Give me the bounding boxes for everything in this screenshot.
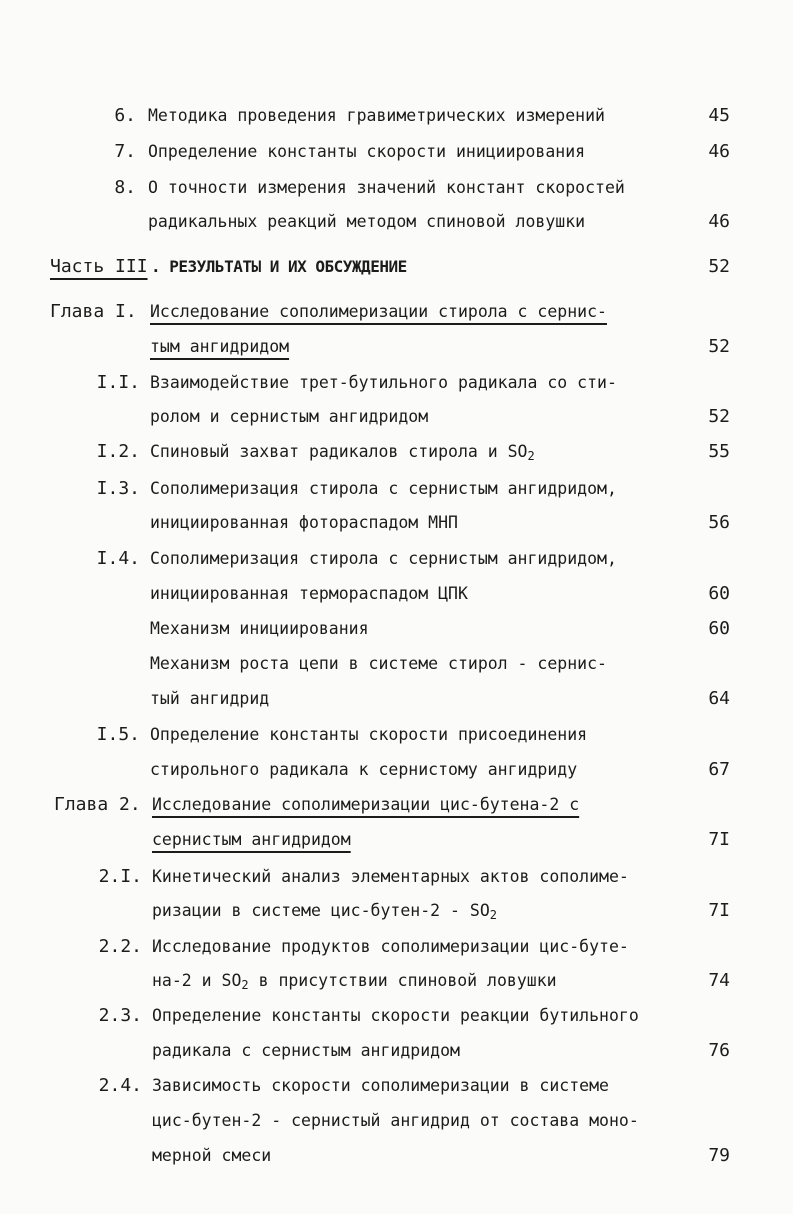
chapter-label: Глава 2. (54, 794, 141, 815)
page-number: 76 (708, 1040, 730, 1061)
section-title-line2: стирольного радикала к сернистому ангидриду (150, 760, 578, 779)
subsection-title-line1: Механизм роста цепи в системе стирол - сернис- (150, 654, 607, 673)
subscript: 2 (527, 449, 535, 463)
entry-title-line2: радикальных реакций методом спиновой ловушки (148, 212, 586, 231)
toc-chapter-1-cont (0, 334, 793, 360)
subsection-title-line2: тый ангидрид (150, 689, 270, 708)
toc-part-3[interactable] (0, 254, 793, 280)
page-number: 52 (708, 256, 730, 277)
toc-entry-6[interactable] (0, 103, 793, 129)
toc-section-2-3-cont (0, 1038, 793, 1064)
page-number: 52 (708, 406, 730, 427)
subscript: 2 (489, 908, 497, 922)
section-number: I.4. (96, 548, 140, 569)
entry-number: 6. (114, 105, 136, 126)
entry-number: 8. (114, 177, 136, 198)
chapter-label: Глава I. (50, 301, 137, 322)
chapter-title-line2: тым ангидридом (150, 337, 290, 356)
section-title-line3: мерной смеси (152, 1146, 272, 1165)
page-number: 60 (708, 618, 730, 639)
section-title-line1: Сополимеризация стирола с сернистым ангидридом, (150, 479, 617, 498)
section-number: I.2. (96, 441, 140, 462)
section-title-line1: Определение константы скорости реакции бутильного (152, 1006, 639, 1025)
section-title-line2: инициированная термораспадом ЦПК (150, 584, 468, 603)
section-title-text-cont: в присутствии спиновой ловушки (248, 971, 557, 990)
page-number: 60 (708, 583, 730, 604)
toc-section-1-4[interactable] (0, 546, 793, 572)
section-title-line2 (152, 968, 557, 994)
section-title-line2: ролом и сернистым ангидридом (150, 407, 429, 426)
page-number: 46 (708, 211, 730, 232)
section-title-line2: цис-бутен-2 - сернистый ангидрид от состава моно- (152, 1111, 639, 1130)
section-number: 2.I. (98, 866, 142, 887)
section-number: 2.2. (98, 936, 142, 957)
section-title (150, 439, 535, 465)
toc-section-2-1-cont (0, 898, 793, 924)
section-title-line2: инициированная фотораспадом МНП (150, 513, 458, 532)
part-title: . РЕЗУЛЬТАТЫ И ИХ ОБСУЖДЕНИЕ (151, 257, 407, 276)
page-number: 64 (708, 688, 730, 709)
toc-section-2-4-cont (0, 1108, 793, 1134)
page-number: 74 (708, 970, 730, 991)
section-title-text: ризации в системе цис-бутен-2 - SO (152, 901, 490, 920)
section-title-line1: Зависимость скорости сополимеризации в системе (152, 1076, 609, 1095)
section-title-text: на-2 и SO (152, 971, 242, 990)
toc-section-1-4-cont (0, 581, 793, 607)
entry-title-line1: О точности измерения значений констант скоростей (148, 178, 625, 197)
page-number: 46 (708, 141, 730, 162)
toc-entry-8[interactable] (0, 175, 793, 201)
section-title-line2: радикала с сернистым ангидридом (152, 1041, 460, 1060)
toc-entry-7[interactable] (0, 139, 793, 165)
page-number: 56 (708, 512, 730, 533)
part-label: Часть III (50, 256, 148, 277)
toc-chapter-2-cont (0, 827, 793, 853)
subsection-title: Механизм инициирования (150, 619, 369, 638)
toc-entry-8-cont (0, 209, 793, 235)
section-title-line1: Исследование продуктов сополимеризации цис-буте- (152, 937, 629, 956)
page-number: 7I (708, 900, 730, 921)
toc-section-1-3[interactable] (0, 476, 793, 502)
chapter-title-line1: Исследование сополимеризации стирола с сернис- (150, 302, 607, 321)
toc-section-2-4[interactable] (0, 1073, 793, 1099)
toc-section-2-2[interactable] (0, 934, 793, 960)
section-title-line1: Сополимеризация стирола с сернистым ангидридом, (150, 549, 617, 568)
page-number: 67 (708, 759, 730, 780)
section-title-text: Спиновый захват радикалов стирола и SO (150, 442, 528, 461)
toc-section-1-1[interactable] (0, 370, 793, 396)
toc-section-2-1[interactable] (0, 864, 793, 890)
chapter-title-line2: сернистым ангидридом (152, 830, 351, 849)
section-title-line1: Определение константы скорости присоединения (150, 725, 588, 744)
toc-subsection-chain-growth[interactable] (0, 651, 793, 677)
toc-section-1-3-cont (0, 510, 793, 536)
section-title-line1: Кинетический анализ элементарных актов сополиме- (152, 867, 629, 886)
toc-section-1-5[interactable] (0, 722, 793, 748)
toc-section-2-2-cont (0, 968, 793, 994)
entry-number: 7. (114, 141, 136, 162)
section-title-line1: Взаимодействие трет-бутильного радикала со сти- (150, 373, 617, 392)
toc-chapter-2[interactable] (0, 792, 793, 818)
section-number: I.3. (96, 478, 140, 499)
chapter-title-line1: Исследование сополимеризации цис-бутена-2 с (152, 795, 580, 814)
toc-subsection-initiation[interactable] (0, 616, 793, 642)
page-number: 52 (708, 336, 730, 357)
page-number: 45 (708, 105, 730, 126)
entry-title: Методика проведения гравиметрических измерений (148, 106, 605, 125)
toc-subsection-chain-growth-cont (0, 686, 793, 712)
toc-section-2-4-cont2 (0, 1143, 793, 1169)
toc-section-1-2[interactable] (0, 439, 793, 465)
page-number: 79 (708, 1145, 730, 1166)
section-title-line2 (152, 898, 497, 924)
section-number: I.I. (96, 372, 140, 393)
section-number: 2.4. (98, 1075, 142, 1096)
page-number: 55 (708, 441, 730, 462)
toc-section-1-5-cont (0, 757, 793, 783)
toc-section-2-3[interactable] (0, 1003, 793, 1029)
toc-section-1-1-cont (0, 404, 793, 430)
page-number: 7I (708, 829, 730, 850)
section-number: 2.3. (98, 1005, 142, 1026)
toc-chapter-1[interactable] (0, 299, 793, 325)
section-number: I.5. (96, 724, 140, 745)
entry-title: Определение константы скорости инициирования (148, 142, 586, 161)
subscript: 2 (241, 978, 249, 992)
